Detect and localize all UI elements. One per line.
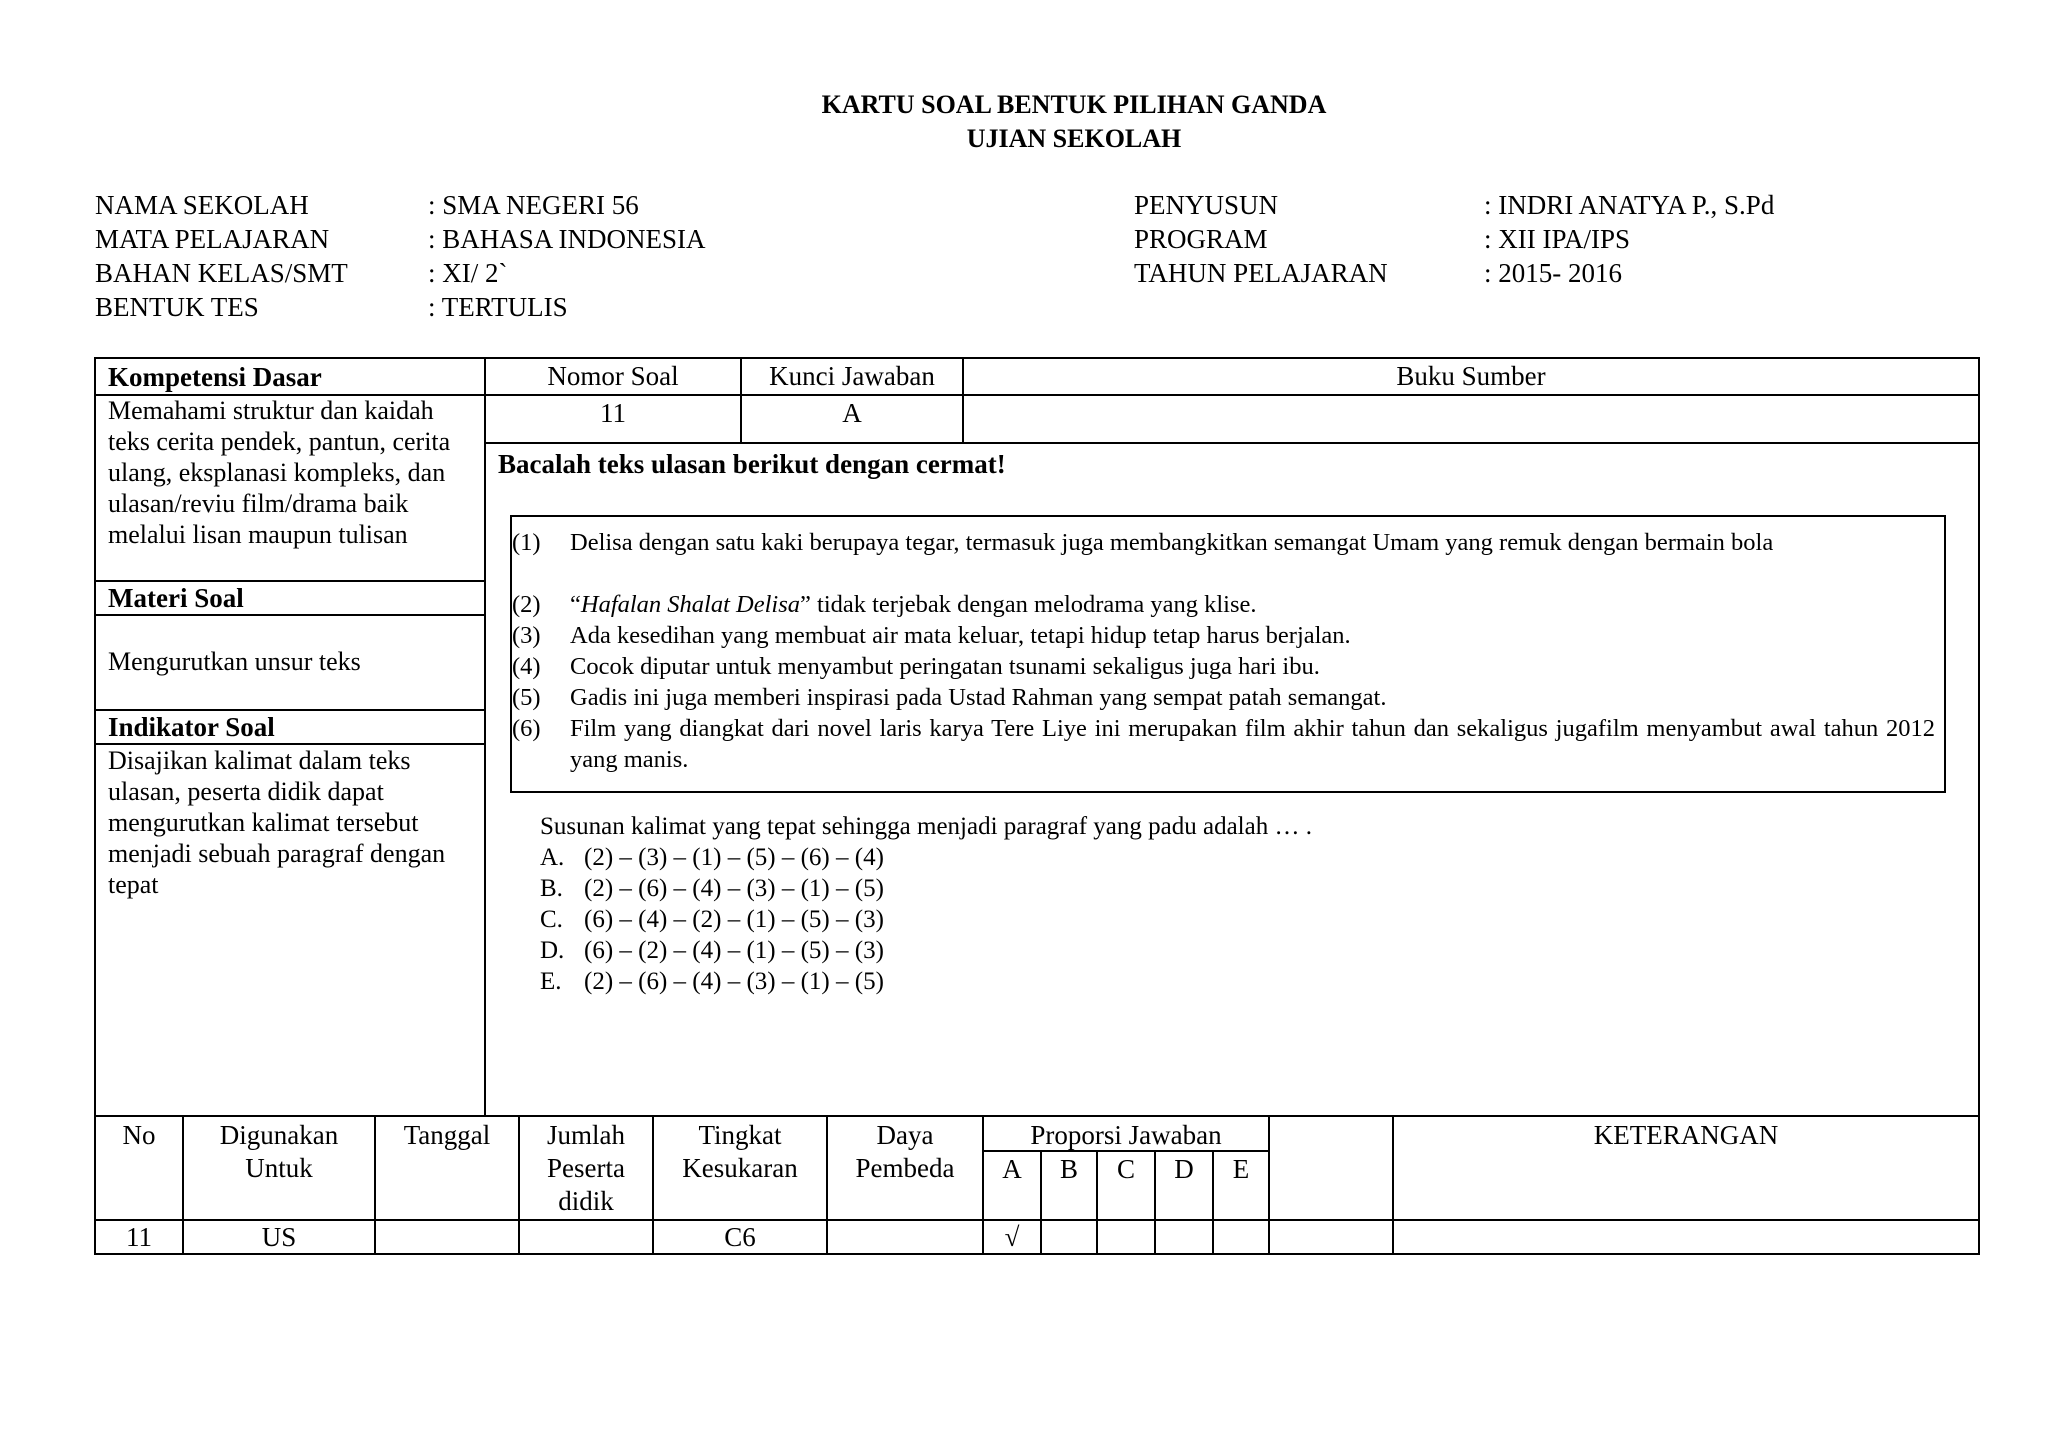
nomor-soal-header: Nomor Soal — [547, 361, 679, 391]
sentence-5: (5) Gadis ini juga memberi inspirasi pada Ustad Rahman yang sempat patah semangat. — [512, 684, 1387, 711]
sentence-1: (1) Delisa dengan satu kaki berupaya tegar, termasuk juga membangkitkan semangat Umam yang remuk dengan bermain bola — [512, 529, 1774, 556]
info-value-program: : XII IPA/IPS — [1484, 224, 1631, 254]
proporsi-letter-b: B — [1059, 1154, 1078, 1184]
row-tingkat: C6 — [724, 1222, 756, 1252]
col-keterangan-header: KETERANGAN — [1593, 1120, 1779, 1150]
col-digunakan-header: Digunakan Untuk — [219, 1120, 339, 1183]
instruction-text: Bacalah teks ulasan berikut dengan cermat! — [498, 449, 1006, 479]
divider — [484, 442, 1978, 444]
info-left — [95, 188, 1095, 328]
kompetensi-header: Kompetensi Dasar — [108, 362, 322, 392]
question-card-table — [94, 357, 1980, 1117]
analysis-table — [94, 1115, 1980, 1255]
sentence-3: (3) Ada kesedihan yang membuat air mata keluar, tetapi hidup tetap harus berjalan. — [512, 622, 1351, 649]
sentence-2: (2) “Hafalan Shalat Delisa” tidak terjebak dengan melodrama yang klise. — [512, 591, 1257, 618]
sentence-4: (4) Cocok diputar untuk menyambut peringatan tsunami sekaligus juga hari ibu. — [512, 653, 1320, 680]
divider — [1268, 1117, 1270, 1253]
info-label-program: PROGRAM — [1134, 224, 1268, 254]
option-a: A. (2) – (3) – (1) – (5) – (6) – (4) — [540, 844, 884, 871]
question-stem: Susunan kalimat yang tepat sehingga menjadi paragraf yang padu adalah … . — [540, 813, 1312, 840]
review-text-box — [510, 515, 1946, 793]
info-label-tahun-pelajaran: TAHUN PELAJARAN — [1134, 258, 1388, 288]
option-b: B. (2) – (6) – (4) – (3) – (1) – (5) — [540, 875, 884, 902]
info-value-tahun-pelajaran: : 2015- 2016 — [1484, 258, 1622, 288]
info-label-penyusun: PENYUSUN — [1134, 190, 1279, 220]
divider — [484, 359, 486, 1115]
row-digunakan: US — [261, 1222, 297, 1252]
proporsi-letter-e: E — [1232, 1154, 1250, 1184]
info-label-mata-pelajaran: MATA PELAJARAN — [95, 224, 330, 254]
card-title: KARTU SOAL BENTUK PILIHAN GANDA — [821, 90, 1327, 119]
indikator-header: Indikator Soal — [108, 712, 275, 742]
col-tingkat-header: Tingkat Kesukaran — [682, 1120, 798, 1183]
proporsi-letter-a: A — [1002, 1154, 1022, 1184]
col-jumlah-header: Jumlah Peserta didik — [547, 1120, 625, 1216]
col-tanggal-header: Tanggal — [403, 1120, 491, 1150]
materi-value: Mengurutkan unsur teks — [108, 647, 361, 676]
row-proporsi-a-check: √ — [1004, 1222, 1020, 1252]
info-value-bentuk-tes: : TERTULIS — [428, 292, 568, 322]
materi-header: Materi Soal — [108, 583, 244, 613]
nomor-soal-value: 11 — [600, 398, 626, 428]
option-c: C. (6) – (4) – (2) – (1) – (5) – (3) — [540, 906, 884, 933]
proporsi-letter-d: D — [1174, 1154, 1194, 1184]
proporsi-letter-c: C — [1116, 1154, 1135, 1184]
info-value-mata-pelajaran: : BAHASA INDONESIA — [428, 224, 706, 254]
info-label-bentuk-tes: BENTUK TES — [95, 292, 259, 322]
kunci-jawaban-value: A — [842, 398, 862, 428]
col-proporsi-header: Proporsi Jawaban — [1030, 1120, 1222, 1150]
option-e: E. (2) – (6) – (4) – (3) – (1) – (5) — [540, 968, 884, 995]
col-daya-header: Daya Pembeda — [855, 1120, 955, 1183]
buku-sumber-header: Buku Sumber — [1396, 361, 1546, 391]
row-no: 11 — [126, 1222, 152, 1252]
info-value-bahan-kelas: : XI/ 2` — [428, 258, 508, 288]
info-value-nama-sekolah: : SMA NEGERI 56 — [428, 190, 639, 220]
info-right — [1134, 188, 2034, 298]
indikator-text: Disajikan kalimat dalam teks ulasan, peserta didik dapat mengurutkan kalimat tersebut menjadi sebuah paragraf dengan tepat — [108, 746, 446, 899]
info-value-penyusun: : INDRI ANATYA P., S.Pd — [1484, 190, 1775, 220]
option-d: D. (6) – (2) – (4) – (1) – (5) – (3) — [540, 937, 884, 964]
info-label-bahan-kelas: BAHAN KELAS/SMT — [95, 258, 348, 288]
card-subtitle: UJIAN SEKOLAH — [966, 124, 1182, 153]
info-label-nama-sekolah: NAMA SEKOLAH — [95, 190, 309, 220]
col-no-header: No — [122, 1120, 156, 1150]
sentence-6: (6) Film yang diangkat dari novel laris karya Tere Liye ini merupakan film akhir tahun dan sekaligus jugafilm menyambut awal tahun 2012 yang manis. — [512, 715, 1935, 773]
kompetensi-text: Memahami struktur dan kaidah teks cerita pendek, pantun, cerita ulang, eksplanasi kompleks, dan ulasan/reviu film/drama baik melalui lisan maupun tulisan — [108, 396, 451, 549]
kunci-jawaban-header: Kunci Jawaban — [769, 361, 935, 391]
